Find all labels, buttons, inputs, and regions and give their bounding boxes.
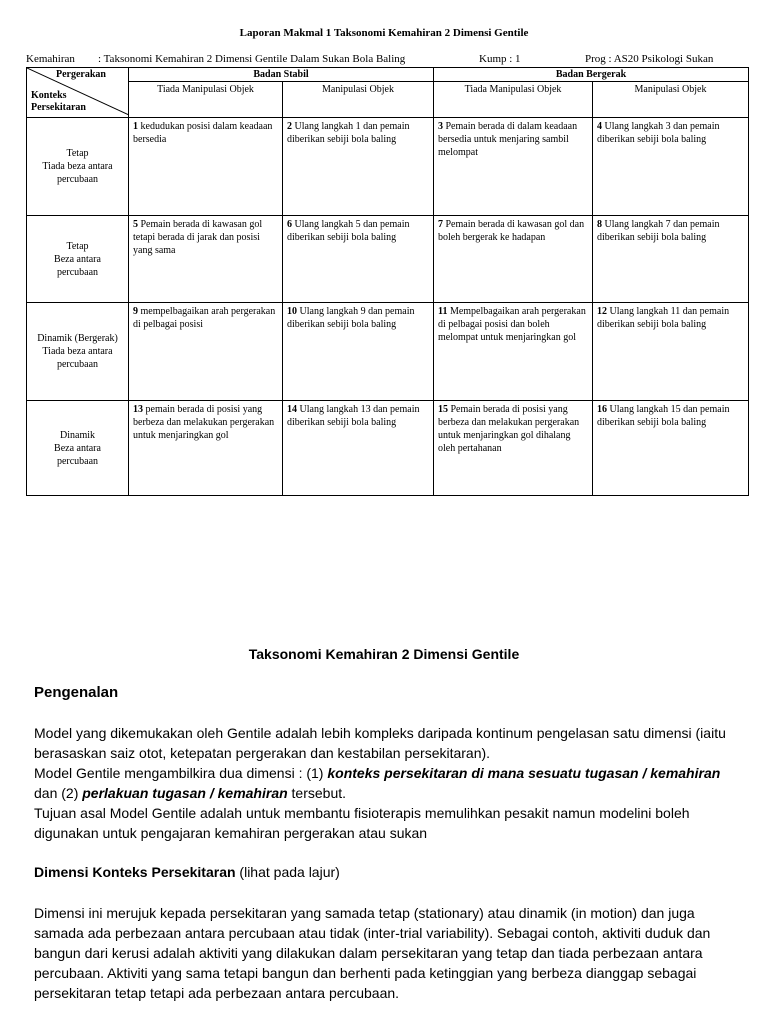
step-number: 14 <box>287 404 297 415</box>
table-cell <box>129 216 283 303</box>
step-text: Ulang langkah 13 dan pemain diberikan sebiji bola baling <box>287 404 420 428</box>
group-header-badan-bergerak: Badan Bergerak <box>434 68 749 82</box>
step-number: 16 <box>597 404 607 415</box>
step-number: 3 <box>438 121 443 132</box>
table-cell <box>434 303 593 401</box>
dimensi-heading-bold: Dimensi Konteks Persekitaran <box>34 864 236 880</box>
kemahiran-label: Kemahiran <box>26 53 75 65</box>
step-text: Pemain berada di dalam keadaan bersedia untuk menjaring sambil melompat <box>438 121 578 158</box>
pengenalan-line-1: Model yang dikemukakan oleh Gentile adalah lebih kompleks daripada kontinum pengelasan satu dimensi (iaitu berasaskan saiz otot, ketepatan pergerakan dan kestabilan persekitaran). <box>34 725 726 761</box>
corner-bottom-label: Konteks Persekitaran <box>31 90 86 113</box>
row-label <box>27 216 129 303</box>
row-label-line: percubaan <box>56 266 99 278</box>
dimensi-heading <box>34 864 340 880</box>
header-row-sub <box>27 82 749 118</box>
step-text: Pemain berada di posisi yang berbeza dan melakukan pergerakan untuk menjaringkan gol dihalang oleh pertahanan <box>438 404 580 454</box>
kump-text: Kump : 1 <box>479 53 521 65</box>
corner-top-label: Pergerakan <box>56 69 106 80</box>
table-cell <box>283 216 434 303</box>
step-number: 6 <box>287 219 292 230</box>
subheader-cell: Manipulasi Objek <box>593 82 749 118</box>
pengenalan-paragraph <box>34 723 744 843</box>
table-row <box>27 401 749 496</box>
table-cell <box>593 303 749 401</box>
subheader-cell: Manipulasi Objek <box>283 82 434 118</box>
kemahiran-value: : Taksonomi Kemahiran 2 Dimensi Gentile Dalam Sukan Bola Baling <box>98 53 406 65</box>
row-label-line: percubaan <box>56 359 99 370</box>
table-cell <box>129 118 283 216</box>
step-text: Pemain berada di kawasan gol tetapi berada di jarak dan posisi yang sama <box>133 219 263 256</box>
meta-line <box>26 53 746 67</box>
step-number: 9 <box>133 306 138 317</box>
text-run: tersebut. <box>287 785 347 801</box>
table-cell <box>283 303 434 401</box>
table-cell <box>593 118 749 216</box>
text-run: dan (2) <box>34 785 83 801</box>
subheader-cell: Tiada Manipulasi Objek <box>434 82 593 118</box>
row-label-line: Tiada beza antara <box>42 161 113 172</box>
step-text: Pemain berada di kawasan gol dan boleh bergerak ke hadapan <box>438 219 585 243</box>
row-label <box>27 401 129 496</box>
step-number: 13 <box>133 404 143 415</box>
row-label-line: Dinamik (Bergerak) <box>37 333 118 344</box>
table-cell <box>129 303 283 401</box>
taxonomy-table <box>26 67 749 496</box>
step-number: 4 <box>597 121 602 132</box>
row-label-line: Beza antara <box>54 442 101 454</box>
row-label-line: Tetap <box>66 148 89 159</box>
pengenalan-line-3: Tujuan asal Model Gentile adalah untuk membantu fisioterapis memulihkan pesakit namun modelini boleh digunakan untuk pengajaran kemahiran pergerakan atau sukan <box>34 805 690 841</box>
step-text: Ulang langkah 7 dan pemain diberikan sebiji bola baling <box>597 219 720 243</box>
row-label-line: percubaan <box>56 174 99 185</box>
step-text: Ulang langkah 1 dan pemain diberikan sebiji bola baling <box>287 121 410 145</box>
step-text: kedudukan posisi dalam keadaan bersedia <box>133 121 273 145</box>
step-text: pemain berada di posisi yang berbeza dan melakukan pergerakan untuk menjaringkan gol <box>133 404 275 441</box>
document-title: Laporan Makmal 1 Taksonomi Kemahiran 2 Dimensi Gentile <box>239 27 529 39</box>
text-run: Model Gentile mengambilkira dua dimensi : (1) <box>34 765 328 781</box>
step-number: 5 <box>133 219 138 230</box>
subheader-cell: Tiada Manipulasi Objek <box>129 82 283 118</box>
step-text: Mempelbagaikan arah pergerakan di pelbagai posisi dan boleh melompat untuk menjaringkan gol <box>438 306 586 343</box>
row-label-line: Dinamik <box>60 429 95 441</box>
table-cell <box>593 216 749 303</box>
row-label <box>27 303 129 401</box>
step-text: Ulang langkah 11 dan pemain diberikan sebiji bola baling <box>597 306 730 330</box>
table-cell <box>129 401 283 496</box>
row-label-line: percubaan <box>56 455 99 467</box>
step-number: 7 <box>438 219 443 230</box>
step-number: 11 <box>438 306 448 317</box>
table-cell <box>434 216 593 303</box>
row-label-line: Beza antara <box>54 253 101 265</box>
table-row <box>27 216 749 303</box>
table-cell <box>593 401 749 496</box>
row-label-line: Tiada beza antara <box>42 346 113 357</box>
step-text: Ulang langkah 9 dan pemain diberikan sebiji bola baling <box>287 306 415 330</box>
group-header-badan-stabil: Badan Stabil <box>129 68 434 82</box>
header-row-groups <box>27 68 749 82</box>
step-text: mempelbagaikan arah pergerakan di pelbagai posisi <box>133 306 276 330</box>
table-row <box>27 118 749 216</box>
step-number: 8 <box>597 219 602 230</box>
step-number: 1 <box>133 121 138 132</box>
row-label <box>27 118 129 216</box>
step-text: Ulang langkah 15 dan pemain diberikan sebiji bola baling <box>597 404 730 428</box>
pengenalan-line-2 <box>34 763 744 803</box>
step-text: Ulang langkah 5 dan pemain diberikan sebiji bola baling <box>287 219 410 243</box>
dimensi-heading-rest: (lihat pada lajur) <box>235 864 340 880</box>
table-cell <box>434 401 593 496</box>
section-title: Taksonomi Kemahiran 2 Dimensi Gentile <box>248 646 520 662</box>
step-text: Ulang langkah 3 dan pemain diberikan sebiji bola baling <box>597 121 720 145</box>
row-label-line: Tetap <box>66 240 89 252</box>
step-number: 12 <box>597 306 607 317</box>
table-cell <box>283 118 434 216</box>
pengenalan-heading: Pengenalan <box>34 684 119 701</box>
emphasis-text: perlakuan tugasan / kemahiran <box>82 785 288 801</box>
step-number: 2 <box>287 121 292 132</box>
table-row <box>27 303 749 401</box>
table-cell <box>283 401 434 496</box>
step-number: 10 <box>287 306 297 317</box>
table-cell <box>434 118 593 216</box>
header-corner-cell <box>27 68 129 118</box>
step-number: 15 <box>438 404 448 415</box>
prog-text: Prog : AS20 Psikologi Sukan <box>585 53 714 65</box>
emphasis-text: konteks persekitaran di mana sesuatu tugasan / kemahiran <box>327 765 721 781</box>
dimensi-paragraph: Dimensi ini merujuk kepada persekitaran yang samada tetap (stationary) atau dinamik (in motion) dan juga samada ada perbezaan antara percubaan atau tidak (inter-trial variability). Sebagai contoh, aktiviti duduk dan bangun dari kerusi adalah aktiviti yang dilakukan dalam persekitaran yang tetap dan tiada perbezaan antara percubaan. Aktiviti yang sama tetapi bangun dan berhenti pada ketinggian yang berbeza dianggap sebagai persekitaran tetap tetapi ada perbezaan antara percubaan. <box>34 905 711 1001</box>
